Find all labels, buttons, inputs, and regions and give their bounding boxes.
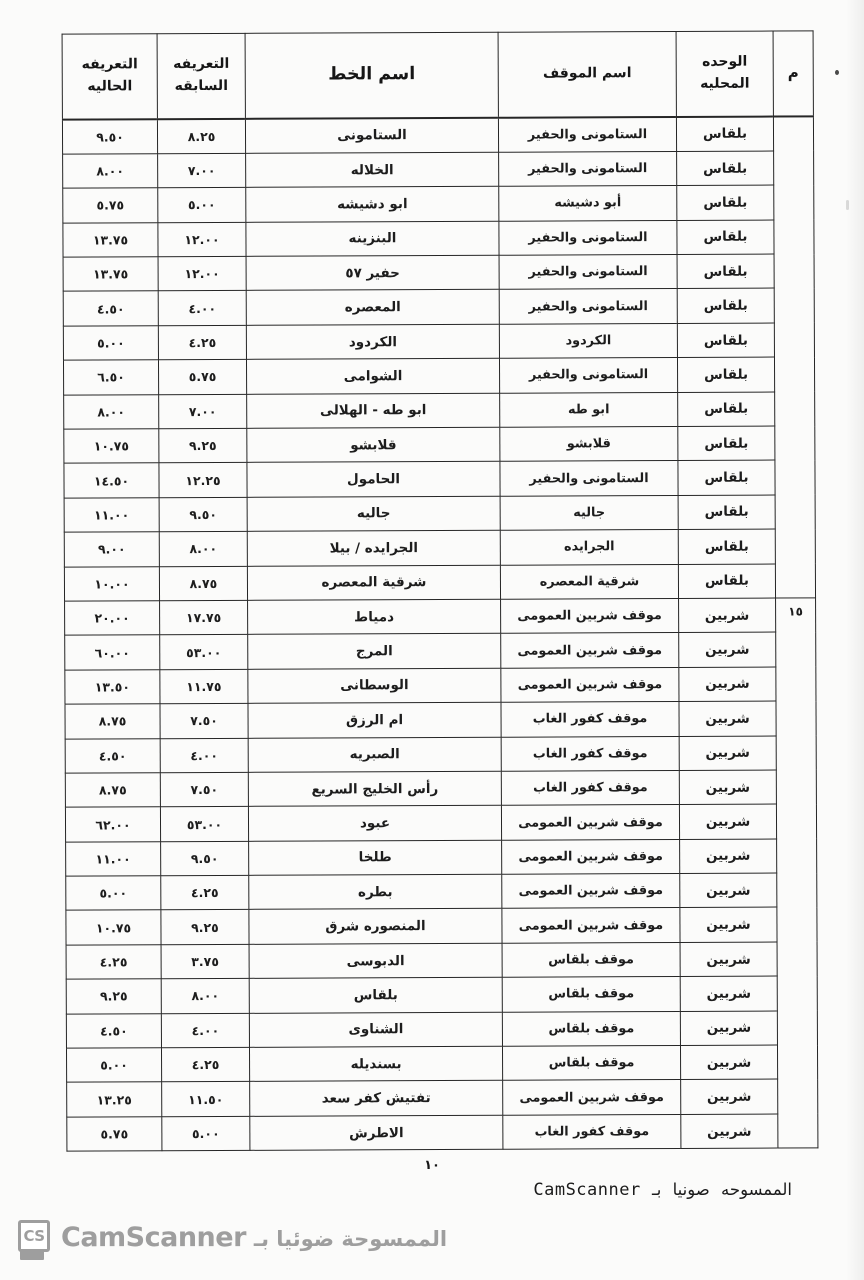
unit-cell: بلقاس xyxy=(677,151,774,186)
prev-tariff-cell: ٨.٠٠ xyxy=(161,979,249,1014)
unit-cell: شربين xyxy=(680,873,777,908)
stop-name-cell: الستامونى والحفير xyxy=(499,289,677,324)
unit-cell: شربين xyxy=(680,908,777,943)
curr-tariff-cell: ٩.٠٠ xyxy=(64,532,159,567)
curr-tariff-cell: ١٠.٧٥ xyxy=(66,910,161,945)
prev-tariff-cell: ١٧.٧٥ xyxy=(160,600,248,635)
curr-tariff-cell: ٦٠.٠٠ xyxy=(65,635,160,670)
line-name-cell: بسنديله xyxy=(249,1046,502,1081)
table-row xyxy=(62,116,813,154)
stop-name-cell: موقف كفور الغاب xyxy=(501,702,679,737)
stop-name-cell: موقف بلقاس xyxy=(502,1045,680,1080)
unit-cell: بلقاس xyxy=(677,185,774,220)
line-name-cell: المرج xyxy=(248,634,501,669)
unit-cell: بلقاس xyxy=(677,357,774,392)
table-row xyxy=(64,563,815,601)
curr-tariff-cell: ١١.٠٠ xyxy=(64,498,159,533)
line-name-cell: الدبوسى xyxy=(249,943,502,978)
table-row xyxy=(66,1045,817,1083)
stop-name-cell: الجرايده xyxy=(500,530,678,565)
curr-tariff-cell: ٢٠.٠٠ xyxy=(65,601,160,636)
curr-tariff-cell: ٨.٠٠ xyxy=(63,154,158,189)
unit-cell: شربين xyxy=(679,598,776,633)
watermark-brand-text: CamScanner xyxy=(61,1221,246,1253)
unit-cell: بلقاس xyxy=(678,529,775,564)
prev-tariff-cell: ٧.٠٠ xyxy=(158,153,246,188)
curr-tariff-cell: ٩.٥٠ xyxy=(62,119,157,154)
table-row xyxy=(64,391,815,429)
table-body xyxy=(62,116,817,1151)
stop-name-cell: موقف بلقاس xyxy=(502,977,680,1012)
camscanner-logo-icon xyxy=(18,1220,52,1254)
scan-artifact xyxy=(835,70,839,75)
prev-tariff-cell: ٨.٢٥ xyxy=(157,119,245,154)
curr-tariff-cell: ٨.٠٠ xyxy=(64,394,159,429)
line-name-cell: الوسطانى xyxy=(248,668,501,703)
stop-name-cell: الستامونى والحفير xyxy=(499,255,677,290)
line-name-cell: الشوامى xyxy=(246,358,499,393)
curr-tariff-cell: ٦.٥٠ xyxy=(63,360,158,395)
prev-tariff-cell: ١١.٥٠ xyxy=(162,1082,250,1117)
unit-cell: بلقاس xyxy=(678,495,775,530)
line-name-cell: البنزينه xyxy=(246,221,499,256)
stop-name-cell: الستامونى والحفير xyxy=(499,358,677,393)
curr-tariff-cell: ٥.٠٠ xyxy=(63,326,158,361)
unit-cell: بلقاس xyxy=(677,220,774,255)
table-row xyxy=(66,907,817,945)
line-name-cell: الحامول xyxy=(247,462,500,497)
line-name-cell: الخلاله xyxy=(246,152,499,187)
prev-tariff-cell: ١٢.٢٥ xyxy=(159,463,247,498)
prev-tariff-cell: ٩.٢٥ xyxy=(161,910,249,945)
table-row xyxy=(66,839,817,877)
table-row xyxy=(65,701,816,739)
line-name-cell: دمياط xyxy=(248,599,501,634)
line-name-cell: بطره xyxy=(249,874,502,909)
line-name-cell: الجرايده / بيلا xyxy=(247,530,500,565)
scan-edge-shading xyxy=(846,0,864,1280)
prev-tariff-cell: ٣.٧٥ xyxy=(161,944,249,979)
line-name-cell: المعصره xyxy=(246,290,499,325)
table-row xyxy=(64,495,815,533)
tariff-table-wrapper xyxy=(62,30,818,1151)
line-name-cell: الاطرش xyxy=(250,1115,503,1150)
prev-tariff-cell: ٩.٥٠ xyxy=(159,497,247,532)
table-row xyxy=(65,770,816,808)
stop-name-cell: موقف شربين العمومى xyxy=(501,667,679,702)
header-serial: م xyxy=(773,31,813,117)
serial-cell xyxy=(773,116,815,598)
camscanner-watermark xyxy=(18,1220,447,1254)
curr-tariff-cell: ٨.٧٥ xyxy=(65,704,160,739)
curr-tariff-cell: ١١.٠٠ xyxy=(66,841,161,876)
prev-tariff-cell: ٥٣.٠٠ xyxy=(160,635,248,670)
prev-tariff-cell: ١١.٧٥ xyxy=(160,669,248,704)
curr-tariff-cell: ٦٢.٠٠ xyxy=(65,807,160,842)
table-row xyxy=(65,598,816,636)
table-row xyxy=(66,873,817,911)
curr-tariff-cell: ٤.٥٠ xyxy=(66,1013,161,1048)
line-name-cell: الستامونى xyxy=(245,118,498,153)
table-row xyxy=(63,357,814,395)
line-name-cell: عبود xyxy=(248,806,501,841)
unit-cell: شربين xyxy=(680,839,777,874)
prev-tariff-cell: ٥٣.٠٠ xyxy=(160,807,248,842)
line-name-cell: المنصوره شرق xyxy=(249,909,502,944)
curr-tariff-cell: ١٤.٥٠ xyxy=(64,463,159,498)
unit-cell: شربين xyxy=(679,770,776,805)
line-name-cell: ابو دشيشه xyxy=(246,187,499,222)
tariff-table xyxy=(62,30,819,1151)
header-stop-name: اسم الموقف xyxy=(498,31,676,117)
prev-tariff-cell: ٤.٢٥ xyxy=(161,875,249,910)
curr-tariff-cell: ٥.٧٥ xyxy=(63,188,158,223)
unit-cell: بلقاس xyxy=(678,426,775,461)
line-name-cell: الشناوى xyxy=(249,1012,502,1047)
table-row xyxy=(67,1114,818,1152)
stop-name-cell: موقف بلقاس xyxy=(502,1011,680,1046)
stop-name-cell: الستامونى والحفير xyxy=(500,461,678,496)
line-name-cell: تفتيش كفر سعد xyxy=(250,1081,503,1116)
curr-tariff-cell: ١٠.٠٠ xyxy=(64,566,159,601)
stop-name-cell: الستامونى والحفير xyxy=(498,117,676,152)
stop-name-cell: شرقية المعصره xyxy=(500,564,678,599)
table-row xyxy=(63,288,814,326)
handwritten-arabic-text: الممسوحه صونيا بـ xyxy=(651,1180,792,1199)
unit-cell: شربين xyxy=(681,1079,778,1114)
stop-name-cell: أبو دشيشه xyxy=(499,186,677,221)
table-row xyxy=(65,735,816,773)
prev-tariff-cell: ٧.٥٠ xyxy=(160,703,248,738)
header-curr-tariff: التعريفه الحاليه xyxy=(62,34,157,120)
prev-tariff-cell: ٧.٥٠ xyxy=(160,772,248,807)
curr-tariff-cell: ١٠.٧٥ xyxy=(64,429,159,464)
stop-name-cell: موقف شربين العمومى xyxy=(501,598,679,633)
scan-artifact xyxy=(846,200,849,210)
table-row xyxy=(63,220,814,258)
table-row xyxy=(63,323,814,361)
curr-tariff-cell: ١٣.٥٠ xyxy=(65,669,160,704)
stop-name-cell: موقف شربين العمومى xyxy=(502,908,680,943)
table-row xyxy=(63,254,814,292)
curr-tariff-cell: ٥.٠٠ xyxy=(66,876,161,911)
header-line-name: اسم الخط xyxy=(245,32,498,119)
curr-tariff-cell: ٤.٥٠ xyxy=(63,291,158,326)
line-name-cell: شرقية المعصره xyxy=(247,565,500,600)
stop-name-cell: موقف شربين العمومى xyxy=(501,805,679,840)
line-name-cell: ابو طه - الهلالى xyxy=(247,393,500,428)
table-row xyxy=(67,1079,818,1117)
curr-tariff-cell: ٩.٢٥ xyxy=(66,979,161,1014)
unit-cell: بلقاس xyxy=(677,323,774,358)
table-row xyxy=(63,185,814,223)
camscanner-logo-letters: CS xyxy=(18,1220,50,1252)
stop-name-cell: موقف شربين العمومى xyxy=(503,1080,681,1115)
watermark-arabic-text: الممسوحة ضوئيا بـ xyxy=(253,1226,448,1251)
stop-name-cell: موقف كفور الغاب xyxy=(503,1114,681,1149)
table-header xyxy=(62,31,813,120)
line-name-cell: جاليه xyxy=(247,496,500,531)
curr-tariff-cell: ١٣.٧٥ xyxy=(63,222,158,257)
unit-cell: بلقاس xyxy=(678,564,775,599)
unit-cell: بلقاس xyxy=(677,288,774,323)
prev-tariff-cell: ٤.٠٠ xyxy=(161,1013,249,1048)
line-name-cell: ام الرزق xyxy=(248,702,501,737)
line-name-cell: طلخا xyxy=(249,840,502,875)
line-name-cell: الكردود xyxy=(246,324,499,359)
prev-tariff-cell: ٨.٠٠ xyxy=(159,532,247,567)
header-local-unit: الوحده المحليه xyxy=(676,31,773,117)
stop-name-cell: موقف بلقاس xyxy=(502,942,680,977)
curr-tariff-cell: ١٣.٢٥ xyxy=(67,1082,162,1117)
curr-tariff-cell: ١٣.٧٥ xyxy=(63,257,158,292)
table-row xyxy=(63,151,814,189)
unit-cell: شربين xyxy=(679,701,776,736)
line-name-cell: رأس الخليج السريع xyxy=(248,771,501,806)
curr-tariff-cell: ٥.٧٥ xyxy=(67,1117,162,1152)
table-row xyxy=(66,942,817,980)
curr-tariff-cell: ٨.٧٥ xyxy=(65,773,160,808)
unit-cell: شربين xyxy=(681,1114,778,1149)
prev-tariff-cell: ٧.٠٠ xyxy=(159,394,247,429)
unit-cell: شربين xyxy=(679,804,776,839)
curr-tariff-cell: ٤.٥٠ xyxy=(65,738,160,773)
stop-name-cell: الستامونى والحفير xyxy=(499,151,677,186)
prev-tariff-cell: ١٢.٠٠ xyxy=(158,222,246,257)
stop-name-cell: الستامونى والحفير xyxy=(499,220,677,255)
unit-cell: بلقاس xyxy=(676,117,773,152)
table-row xyxy=(64,426,815,464)
table-row xyxy=(65,632,816,670)
stop-name-cell: موقف شربين العمومى xyxy=(502,874,680,909)
unit-cell: شربين xyxy=(679,667,776,702)
unit-cell: شربين xyxy=(680,1045,777,1080)
unit-cell: شربين xyxy=(680,1011,777,1046)
unit-cell: بلقاس xyxy=(678,392,775,427)
prev-tariff-cell: ٨.٧٥ xyxy=(159,566,247,601)
stop-name-cell: موقف شربين العمومى xyxy=(501,633,679,668)
stop-name-cell: الكردود xyxy=(499,323,677,358)
prev-tariff-cell: ٥.٠٠ xyxy=(162,1116,250,1151)
prev-tariff-cell: ٩.٥٠ xyxy=(161,841,249,876)
curr-tariff-cell: ٤.٢٥ xyxy=(66,945,161,980)
stop-name-cell: ابو طه xyxy=(500,392,678,427)
curr-tariff-cell: ٥.٠٠ xyxy=(66,1048,161,1083)
stop-name-cell: موقف كفور الغاب xyxy=(501,770,679,805)
line-name-cell: بلقاس xyxy=(249,977,502,1012)
unit-cell: بلقاس xyxy=(677,254,774,289)
header-prev-tariff: التعريفه السابقه xyxy=(157,33,245,119)
unit-cell: شربين xyxy=(679,736,776,771)
page-number: ١٠ xyxy=(424,1158,440,1173)
prev-tariff-cell: ٤.٢٥ xyxy=(158,325,246,360)
line-name-cell: حفير ٥٧ xyxy=(246,255,499,290)
prev-tariff-cell: ٤.٢٥ xyxy=(161,1047,249,1082)
stop-name-cell: موقف كفور الغاب xyxy=(501,736,679,771)
table-row xyxy=(66,976,817,1014)
stop-name-cell: قلابشو xyxy=(500,426,678,461)
line-name-cell: قلابشو xyxy=(247,427,500,462)
line-name-cell: الصبريه xyxy=(248,737,501,772)
table-row xyxy=(66,1011,817,1049)
prev-tariff-cell: ٥.٠٠ xyxy=(158,188,246,223)
unit-cell: شربين xyxy=(680,942,777,977)
table-row xyxy=(64,460,815,498)
unit-cell: شربين xyxy=(680,976,777,1011)
serial-cell: ١٥ xyxy=(776,598,818,1148)
table-row xyxy=(65,667,816,705)
prev-tariff-cell: ٤.٠٠ xyxy=(158,291,246,326)
prev-tariff-cell: ٥.٧٥ xyxy=(158,360,246,395)
stop-name-cell: موقف شربين العمومى xyxy=(502,839,680,874)
unit-cell: شربين xyxy=(679,632,776,667)
unit-cell: بلقاس xyxy=(678,460,775,495)
table-row xyxy=(65,804,816,842)
stop-name-cell: جاليه xyxy=(500,495,678,530)
prev-tariff-cell: ٤.٠٠ xyxy=(160,738,248,773)
handwritten-camscanner-text: CamScanner xyxy=(533,1180,641,1200)
table-row xyxy=(64,529,815,567)
prev-tariff-cell: ١٢.٠٠ xyxy=(158,256,246,291)
header-row xyxy=(62,31,813,120)
handwritten-scan-note xyxy=(533,1180,792,1200)
prev-tariff-cell: ٩.٢٥ xyxy=(159,428,247,463)
